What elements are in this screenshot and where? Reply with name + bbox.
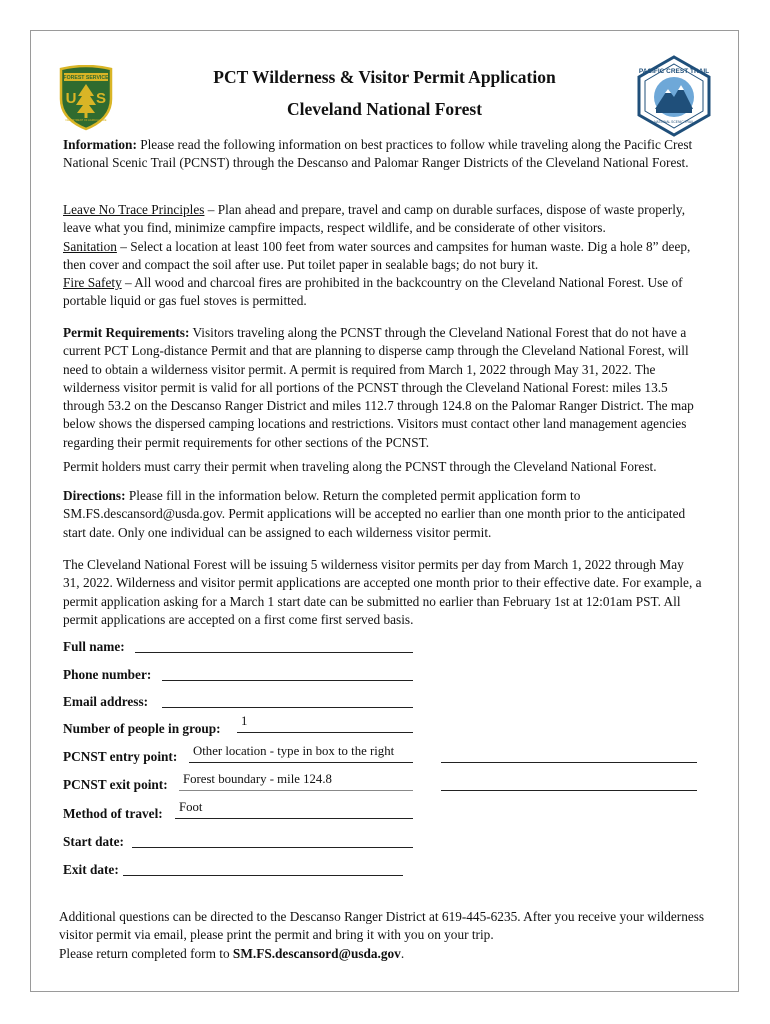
email-field[interactable] (162, 692, 413, 708)
directions-paragraph (63, 487, 703, 542)
exit-point-other-field[interactable] (441, 775, 697, 791)
group-size-value: 1 (241, 714, 248, 728)
email-row (63, 694, 148, 710)
footer-line-1: Additional questions can be directed to the Descanso Ranger District at 619-445-6235. After you receive your wilderness visitor permit via email, please print the permit and bring it with you on your trip. (59, 909, 705, 943)
group-size-field[interactable] (237, 714, 413, 733)
svg-text:S: S (95, 90, 107, 107)
exit-date-field[interactable] (123, 860, 403, 876)
exit-date-row (63, 862, 119, 878)
directions-text: Please fill in the information below. Return the completed permit application form to SM.FS.descansord@usda.gov. Permit applications will be accepted no earlier than one month prior to the anticipated start date. Only one individual can be assigned to each wilderness visitor permit. (63, 488, 686, 540)
svg-text:FOREST SERVICE: FOREST SERVICE (63, 75, 109, 82)
travel-method-label: Method of travel: (63, 806, 163, 821)
entry-point-row (63, 749, 177, 765)
phone-field[interactable] (162, 665, 413, 681)
exit-point-row (63, 777, 168, 793)
travel-method-value: Foot (179, 800, 203, 814)
information-label: Information: (63, 137, 137, 152)
page-title: PCT Wilderness & Visitor Permit Application (213, 67, 556, 87)
exit-point-label: PCNST exit point: (63, 777, 168, 792)
exit-date-label: Exit date: (63, 862, 119, 877)
practice-name: Sanitation (63, 238, 117, 254)
practice-name: Leave No Trace Principles (63, 202, 205, 217)
issuing-note: The Cleveland National Forest will be issuing 5 wilderness visitor permits per day from March 1, 2022 through May 31, 2022. Wilderness and visitor permit applications are accepted one month prior to their effective date. For example, a permit application asking for a March 1 start date can be submitted no earlier than February 1st at 12:01am PST. All permit applications are accepted on a first come first served basis. (63, 557, 702, 627)
exit-point-select[interactable] (179, 772, 413, 791)
entry-point-select[interactable] (189, 744, 413, 763)
information-paragraph (63, 136, 703, 173)
footer-return-text: Please return completed form to (59, 945, 233, 961)
svg-text:NATIONAL SCENIC TRAIL: NATIONAL SCENIC TRAIL (654, 120, 694, 124)
svg-text:PACIFIC CREST TRAIL: PACIFIC CREST TRAIL (638, 68, 710, 75)
full-name-row (63, 639, 125, 655)
phone-row (63, 667, 151, 683)
start-date-label: Start date: (63, 834, 124, 849)
footer-line-2 (59, 945, 709, 963)
svg-text:DEPARTMENT OF AGRICULTURE: DEPARTMENT OF AGRICULTURE (65, 119, 107, 122)
information-text: Please read the following information on best practices to follow while traveling along the Pacific Crest National Scenic Trail (PCNST) through the Descanso and Palomar Ranger Districts of the Cleveland National Forest. (63, 137, 693, 171)
full-name-label: Full name: (63, 639, 125, 654)
entry-point-other-field[interactable] (441, 747, 697, 763)
footer-email: SM.FS.descansord@usda.gov (232, 945, 401, 961)
start-date-row (63, 834, 124, 850)
start-date-field[interactable] (132, 832, 413, 848)
practice-item (63, 201, 703, 238)
requirements-label: Permit Requirements: (63, 325, 190, 340)
svg-text:U: U (65, 90, 77, 107)
practice-text: – All wood and charcoal fires are prohibited in the backcountry on the Cleveland National Forest. Use of portable liquid or gas fuel stoves is permitted. (63, 275, 683, 309)
directions-label: Directions: (63, 488, 126, 503)
entry-point-label: PCNST entry point: (63, 749, 178, 764)
practice-text: – Select a location at least 100 feet from water sources and campsites for human waste. Dig a hole 8” deep, then cover and compact the soil after use. Put toilet paper in sealable bags; do not bury it. (63, 238, 691, 272)
permit-application-page (30, 30, 739, 992)
full-name-field[interactable] (135, 637, 413, 653)
group-size-row (63, 721, 221, 737)
page-subtitle: Cleveland National Forest (286, 99, 483, 119)
group-size-label: Number of people in group: (63, 721, 221, 736)
practice-text: – Plan ahead and prepare, travel and camp on durable surfaces, dispose of waste properly, leave what you find, minimize campfire impacts, respect wildlife, and be considerate of other visitors. (63, 202, 686, 236)
travel-method-field[interactable] (175, 800, 413, 819)
travel-method-row (63, 806, 163, 822)
practice-name: Fire Safety (63, 275, 122, 291)
footer-period: . (400, 945, 405, 961)
practices-list (63, 201, 703, 311)
carry-note: Permit holders must carry their permit when traveling along the PCNST through the Cleveland National Forest. (63, 459, 657, 474)
phone-label: Phone number: (63, 667, 152, 682)
practice-item (63, 238, 703, 275)
practice-item (63, 274, 703, 311)
email-label: Email address: (63, 694, 149, 709)
permit-requirements-paragraph (63, 324, 703, 452)
entry-point-value: Other location - type in box to the right (193, 744, 395, 758)
exit-point-value: Forest boundary - mile 124.8 (183, 772, 332, 786)
requirements-text: Visitors traveling along the PCNST through the Cleveland National Forest that do not have a current PCT Long-distance Permit and that are planning to disperse camp through the Cleveland National Forest, will need to obtain a wilderness visitor permit. A permit is required from March 1, 2022 through May 31, 2022. The wilderness visitor permit is valid for all portions of the PCNST through the Cleveland National Forest: miles 13.5 through 53.2 on the Descanso Ranger District and miles 112.7 through 124.8 on the Palomar Ranger District. The map below shows the dispersed camping locations and restrictions. Visitors must contact other land management agencies regarding their permit requirements for other sections of the PCNST. (63, 325, 694, 450)
footer-note (59, 908, 709, 963)
